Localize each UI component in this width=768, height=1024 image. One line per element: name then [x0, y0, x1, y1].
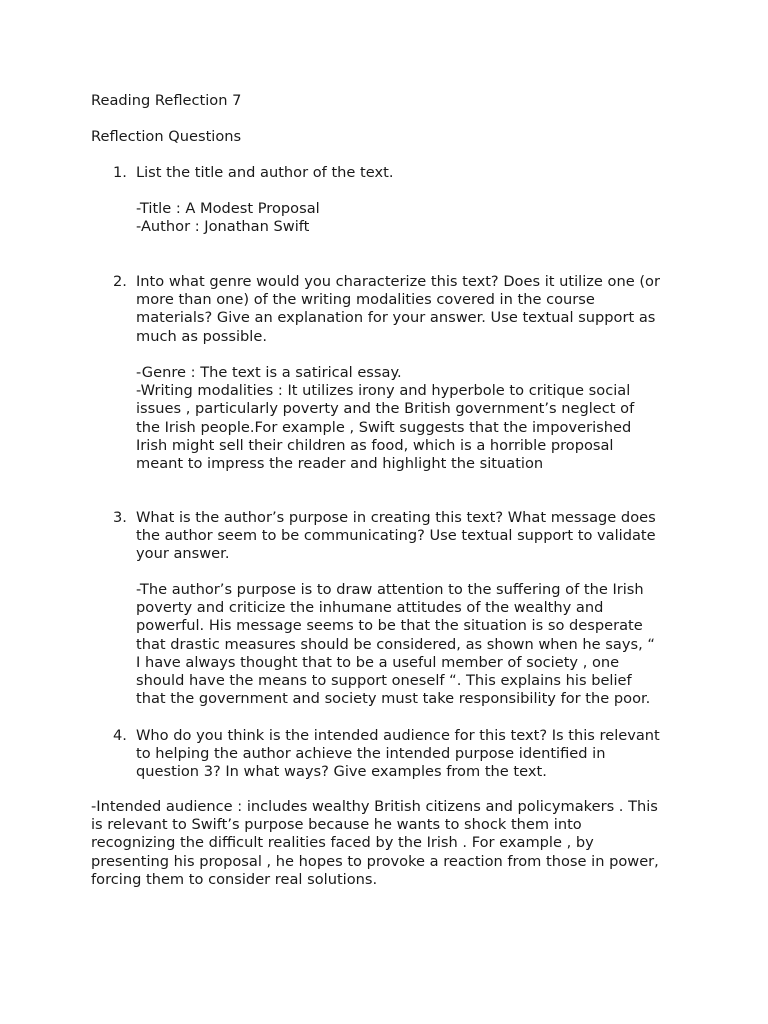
- question-number: 4.: [113, 727, 127, 744]
- answer-text: -Title : A Modest Proposal -Author : Jonathan Swift: [136, 200, 320, 236]
- answer-text: -Genre : The text is a satirical essay. -Writing modalities : It utilizes irony and hyperbole to critique social issues , particularly poverty and the British government’s neglect of the Irish people.For example , Swift suggests that the impoverished Irish might sell their children as food, which is a horrible proposal meant to impress the reader and highlight the situation: [136, 364, 635, 473]
- question-text: Into what genre would you characterize this text? Does it utilize one (or more than one) of the writing modalities covered in the course materials? Give an explanation for your answer. Use textual support as much as possible.: [136, 273, 660, 345]
- answer-text: -The author’s purpose is to draw attention to the suffering of the Irish poverty and criticize the inhumane attitudes of the wealthy and powerful. His message seems to be that the situation is so desperate that drastic measures should be considered, as shown when he says, “ I have always thought that to be a useful member of society , one should have the means to support oneself “. This explains his belief that the government and society must take responsibility for the poor.: [136, 581, 655, 708]
- question-text: Who do you think is the intended audience for this text? Is this relevant to helping the author achieve the intended purpose identified in question 3? In what ways? Give examples from the text.: [136, 727, 660, 781]
- question-text: What is the author’s purpose in creating this text? What message does the author seem to be communicating? Use textual support to validate your answer.: [136, 509, 656, 563]
- question-text: List the title and author of the text.: [136, 164, 394, 181]
- document-title: Reading Reflection 7: [91, 92, 242, 109]
- answer-text: -Intended audience : includes wealthy British citizens and policymakers . This is relevant to Swift’s purpose because he wants to shock them into recognizing the difficult realities faced by the Irish . For example , by presenting his proposal , he hopes to provoke a reaction from those in power, forcing them to consider real solutions.: [91, 798, 659, 888]
- question-number: 3.: [113, 509, 127, 526]
- question-number: 2.: [113, 273, 127, 290]
- question-number: 1.: [113, 164, 127, 181]
- section-heading: Reflection Questions: [91, 128, 242, 145]
